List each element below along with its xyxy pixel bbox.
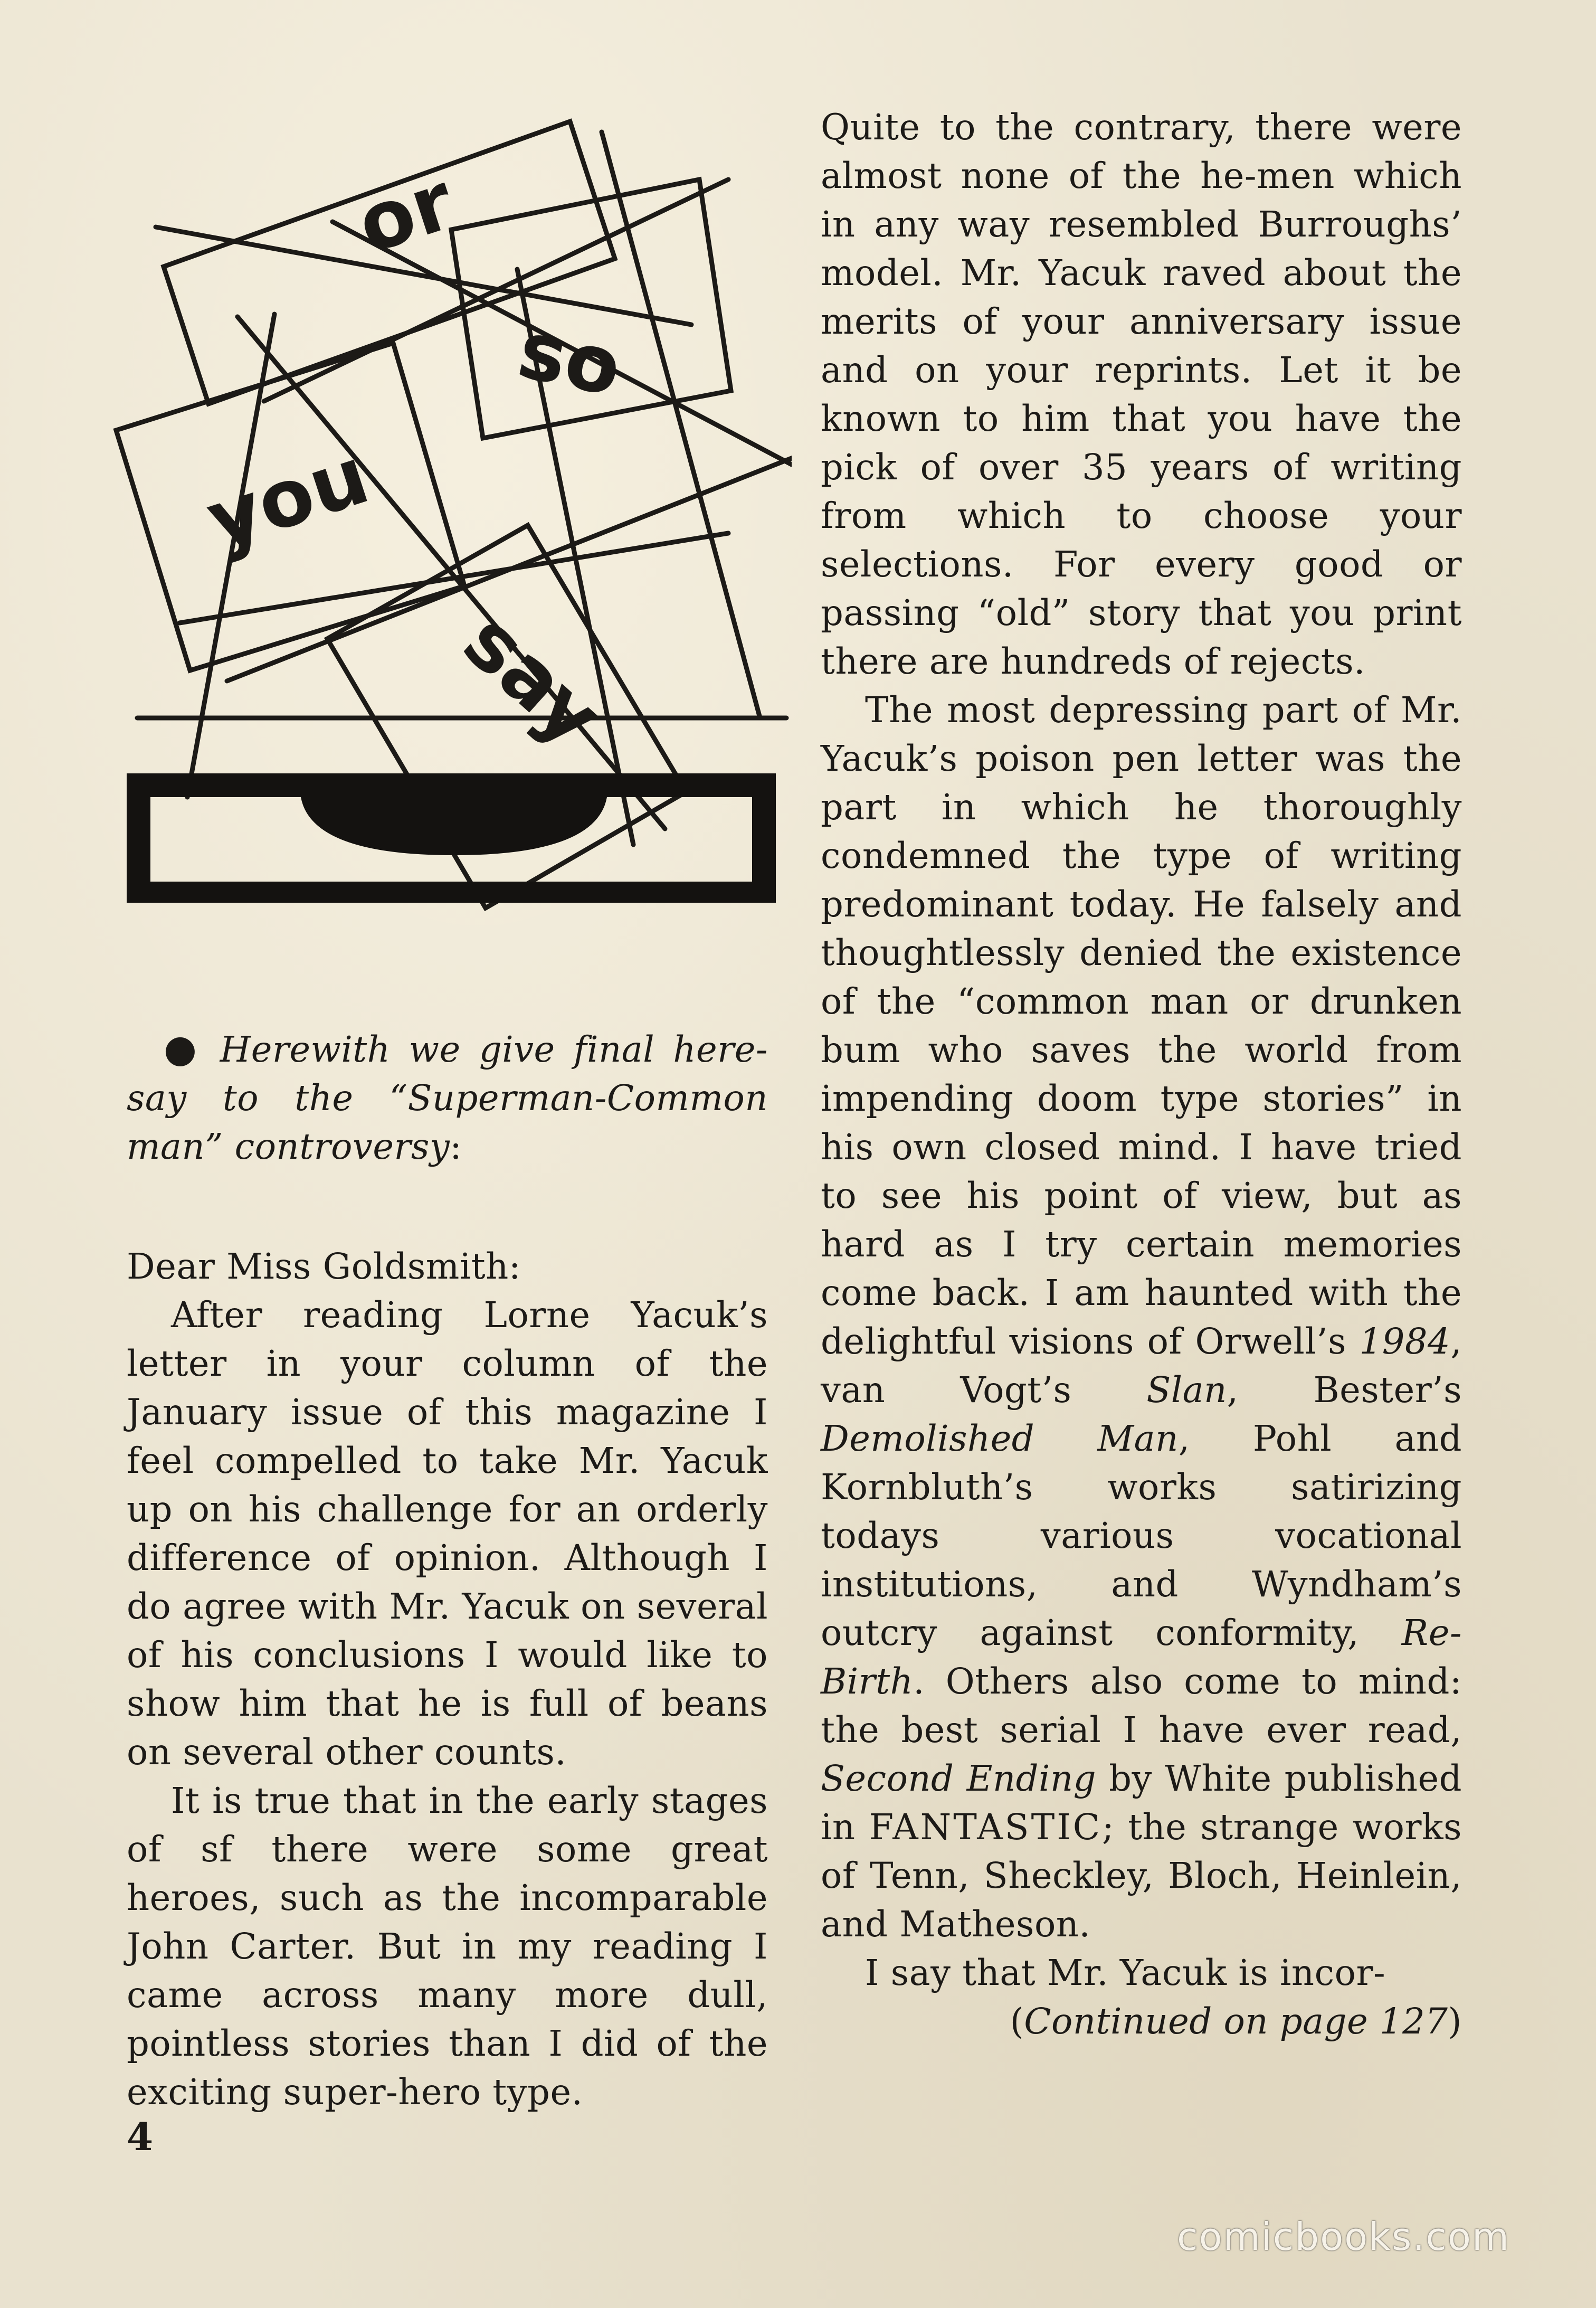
letter-paragraph: Quite to the contrary, there were almost none of the he-men which in any way resembled Burroughs’ model. Mr. Yacuk raved about the merits of your anniversary issue and on your reprints. Let it be known to him that you have the pick of over 35 years of writing from which to choose your selections. For every good or passing “old” story that you print there are hundreds of rejects. bbox=[821, 107, 1462, 682]
letter-paragraph: It is true that in the early stages of sf there were some great heroes, such as the incomparable John Carter. But in my reading I came across many more dull, pointless stories than I did of the exciting super-hero type. bbox=[127, 1780, 768, 2113]
book-title: Second Ending bbox=[821, 1758, 1096, 1799]
left-column bbox=[127, 1024, 768, 2116]
letter-paragraph: After reading Lorne Yacuk’s letter in your column of the January issue of this magazine I feel compelled to take Mr. Yacuk up on his challenge for an orderly difference of opinion. Although I do agree with Mr. Yacuk on several of his conclusions I would like to show him that he is full of beans on several other counts. bbox=[127, 1294, 768, 1773]
logo-word-so: so bbox=[510, 304, 629, 415]
right-column bbox=[821, 103, 1462, 2046]
logo-word-you: you bbox=[196, 429, 379, 567]
bullet-icon: ● bbox=[164, 1026, 204, 1071]
book-title: 1984 bbox=[1359, 1321, 1451, 1362]
letter-paragraph: I say that Mr. Yacuk is incor- bbox=[865, 1952, 1386, 1993]
watermark: comicbooks.com bbox=[1177, 2215, 1510, 2259]
magazine-name: FANTASTIC bbox=[869, 1806, 1102, 1848]
book-title: Demolished Man bbox=[821, 1418, 1179, 1459]
logo-word-or: or bbox=[347, 155, 464, 272]
letter-paragraph: The most depressing part of Mr. Yacuk’s poison pen letter was the part in which he thoroughly condemned the type of writing predominant today. He falsely and thoughtlessly denied the existence of the “common man or drunken bum who saves the world from impending doom type stories” in his own closed mind. I have tried to see his point of view, but as hard as I try certain memories come back. I am haunted with the delightful visions of Orwell’s 1984, van Vogt’s Slan, Bester’s Demolished Man, Pohl and Kornbluth’s works satirizing todays various vocational institutions, and Wyndham’s outcry against conformity, Re-Birth. Others also come to mind: the best serial I have ever read, Second Ending by White published in FANTASTIC; the strange works of Tenn, Sheckley, Bloch, Heinlein, and Matheson. bbox=[821, 689, 1462, 1945]
page-number: 4 bbox=[127, 2114, 154, 2159]
salutation: Dear Miss Goldsmith: bbox=[127, 1246, 521, 1287]
book-title: Slan bbox=[1146, 1369, 1227, 1411]
editor-intro: ● Herewith we give final here-say to the “Superman-Common man” controversy: bbox=[127, 1026, 768, 1167]
book-title: Re-Birth bbox=[821, 1612, 1462, 1702]
logo-word-say: say bbox=[446, 595, 620, 764]
letter-tray-icon bbox=[127, 773, 776, 903]
continued-notice: (Continued on page 127) bbox=[1010, 2001, 1462, 2042]
or-so-you-say-logo bbox=[106, 95, 792, 919]
